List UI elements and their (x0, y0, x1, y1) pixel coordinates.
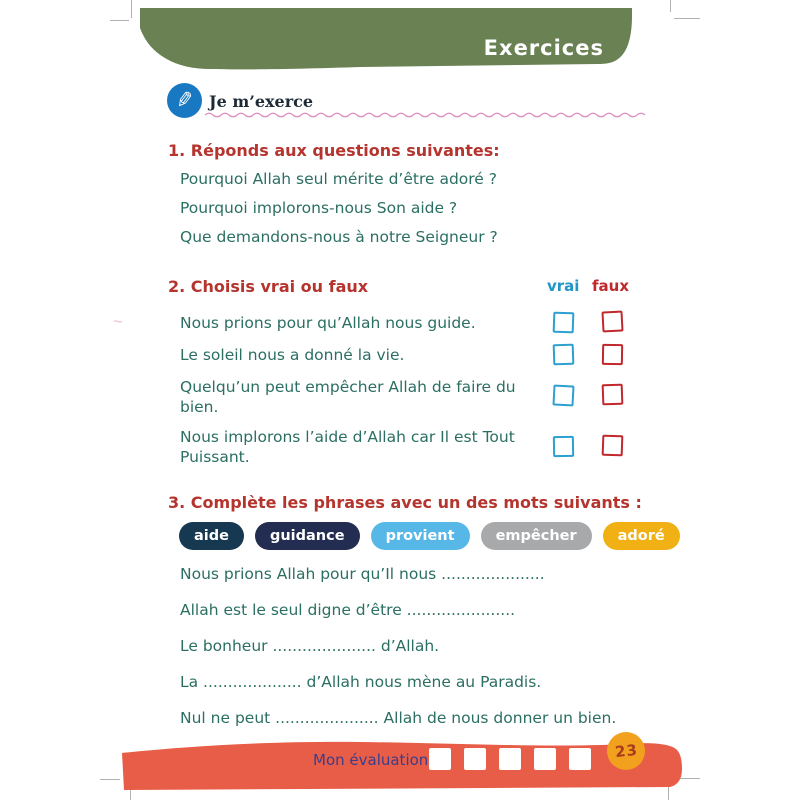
fill-in-sentence: Nous prions Allah pour qu’Il nous ..................... (180, 565, 545, 583)
q3-heading: 3. Complète les phrases avec un des mots suivants : (168, 493, 642, 512)
margin-squiggle: ~ (113, 312, 123, 331)
rating-box[interactable] (464, 748, 486, 770)
column-header-vrai: vrai (547, 277, 580, 295)
pencil-icon: ✎ (174, 87, 195, 114)
statement-row: Nous implorons l’aide d’Allah car Il est Tout Puissant. (180, 428, 515, 466)
statement-row: Le soleil nous a donné la vie. (180, 346, 405, 364)
word-chip-guidance[interactable]: guidance (255, 522, 360, 550)
word-chip-aide[interactable]: aide (179, 522, 244, 550)
vrai-checkbox[interactable] (552, 384, 574, 406)
crop-mark (131, 0, 132, 18)
fill-in-sentence: Le bonheur ..................... d’Allah. (180, 637, 440, 655)
vrai-checkbox[interactable] (553, 436, 574, 457)
fill-in-sentence: La .................... d’Allah nous mène au Paradis. (180, 673, 542, 691)
page-section-title: Exercices (483, 36, 604, 60)
q1-question: Que demandons-nous à notre Seigneur ? (180, 228, 498, 246)
fill-in-sentence: Allah est le seul digne d’être ...................... (180, 601, 516, 619)
page-number-badge (607, 732, 645, 770)
evaluation-rating (429, 748, 591, 770)
wavy-divider (205, 111, 658, 119)
q1-heading: 1. Réponds aux questions suivantes: (168, 141, 500, 160)
faux-checkbox[interactable] (602, 384, 624, 406)
crop-mark (110, 20, 129, 21)
word-chip-empecher[interactable]: empêcher (481, 522, 592, 550)
faux-checkbox[interactable] (602, 435, 624, 457)
crop-mark (674, 18, 700, 19)
faux-checkbox[interactable] (601, 310, 623, 332)
header-banner (140, 8, 632, 72)
faux-checkbox[interactable] (602, 344, 623, 365)
statement-row: Nous prions pour qu’Allah nous guide. (180, 314, 476, 332)
fill-in-sentences (180, 566, 700, 727)
q1-question-list (180, 171, 498, 246)
crop-mark (670, 0, 671, 12)
word-chip-provient[interactable]: provient (371, 522, 470, 550)
word-chip-adore[interactable]: adoré (603, 522, 680, 550)
statement-row: Quelqu’un peut empêcher Allah de faire du bien. (180, 378, 516, 416)
evaluation-label: Mon évaluation (313, 751, 429, 769)
rating-box[interactable] (429, 748, 451, 770)
vrai-checkbox[interactable] (553, 344, 575, 366)
rating-box[interactable] (499, 748, 521, 770)
q1-question: Pourquoi Allah seul mérite d’être adoré ? (180, 170, 497, 188)
word-bank (179, 522, 680, 550)
fill-in-sentence: Nul ne peut ..................... Allah de nous donner un bien. (180, 709, 617, 727)
q1-question: Pourquoi implorons-nous Son aide ? (180, 199, 458, 217)
rating-box[interactable] (534, 748, 556, 770)
vrai-checkbox[interactable] (553, 312, 575, 334)
exercise-badge (167, 83, 202, 118)
rating-box[interactable] (569, 748, 591, 770)
q2-heading: 2. Choisis vrai ou faux (168, 277, 369, 296)
exercise-title: Je m’exerce (209, 92, 314, 111)
crop-mark (100, 779, 120, 780)
column-header-faux: faux (592, 277, 630, 295)
page-number: 23 (613, 740, 639, 762)
